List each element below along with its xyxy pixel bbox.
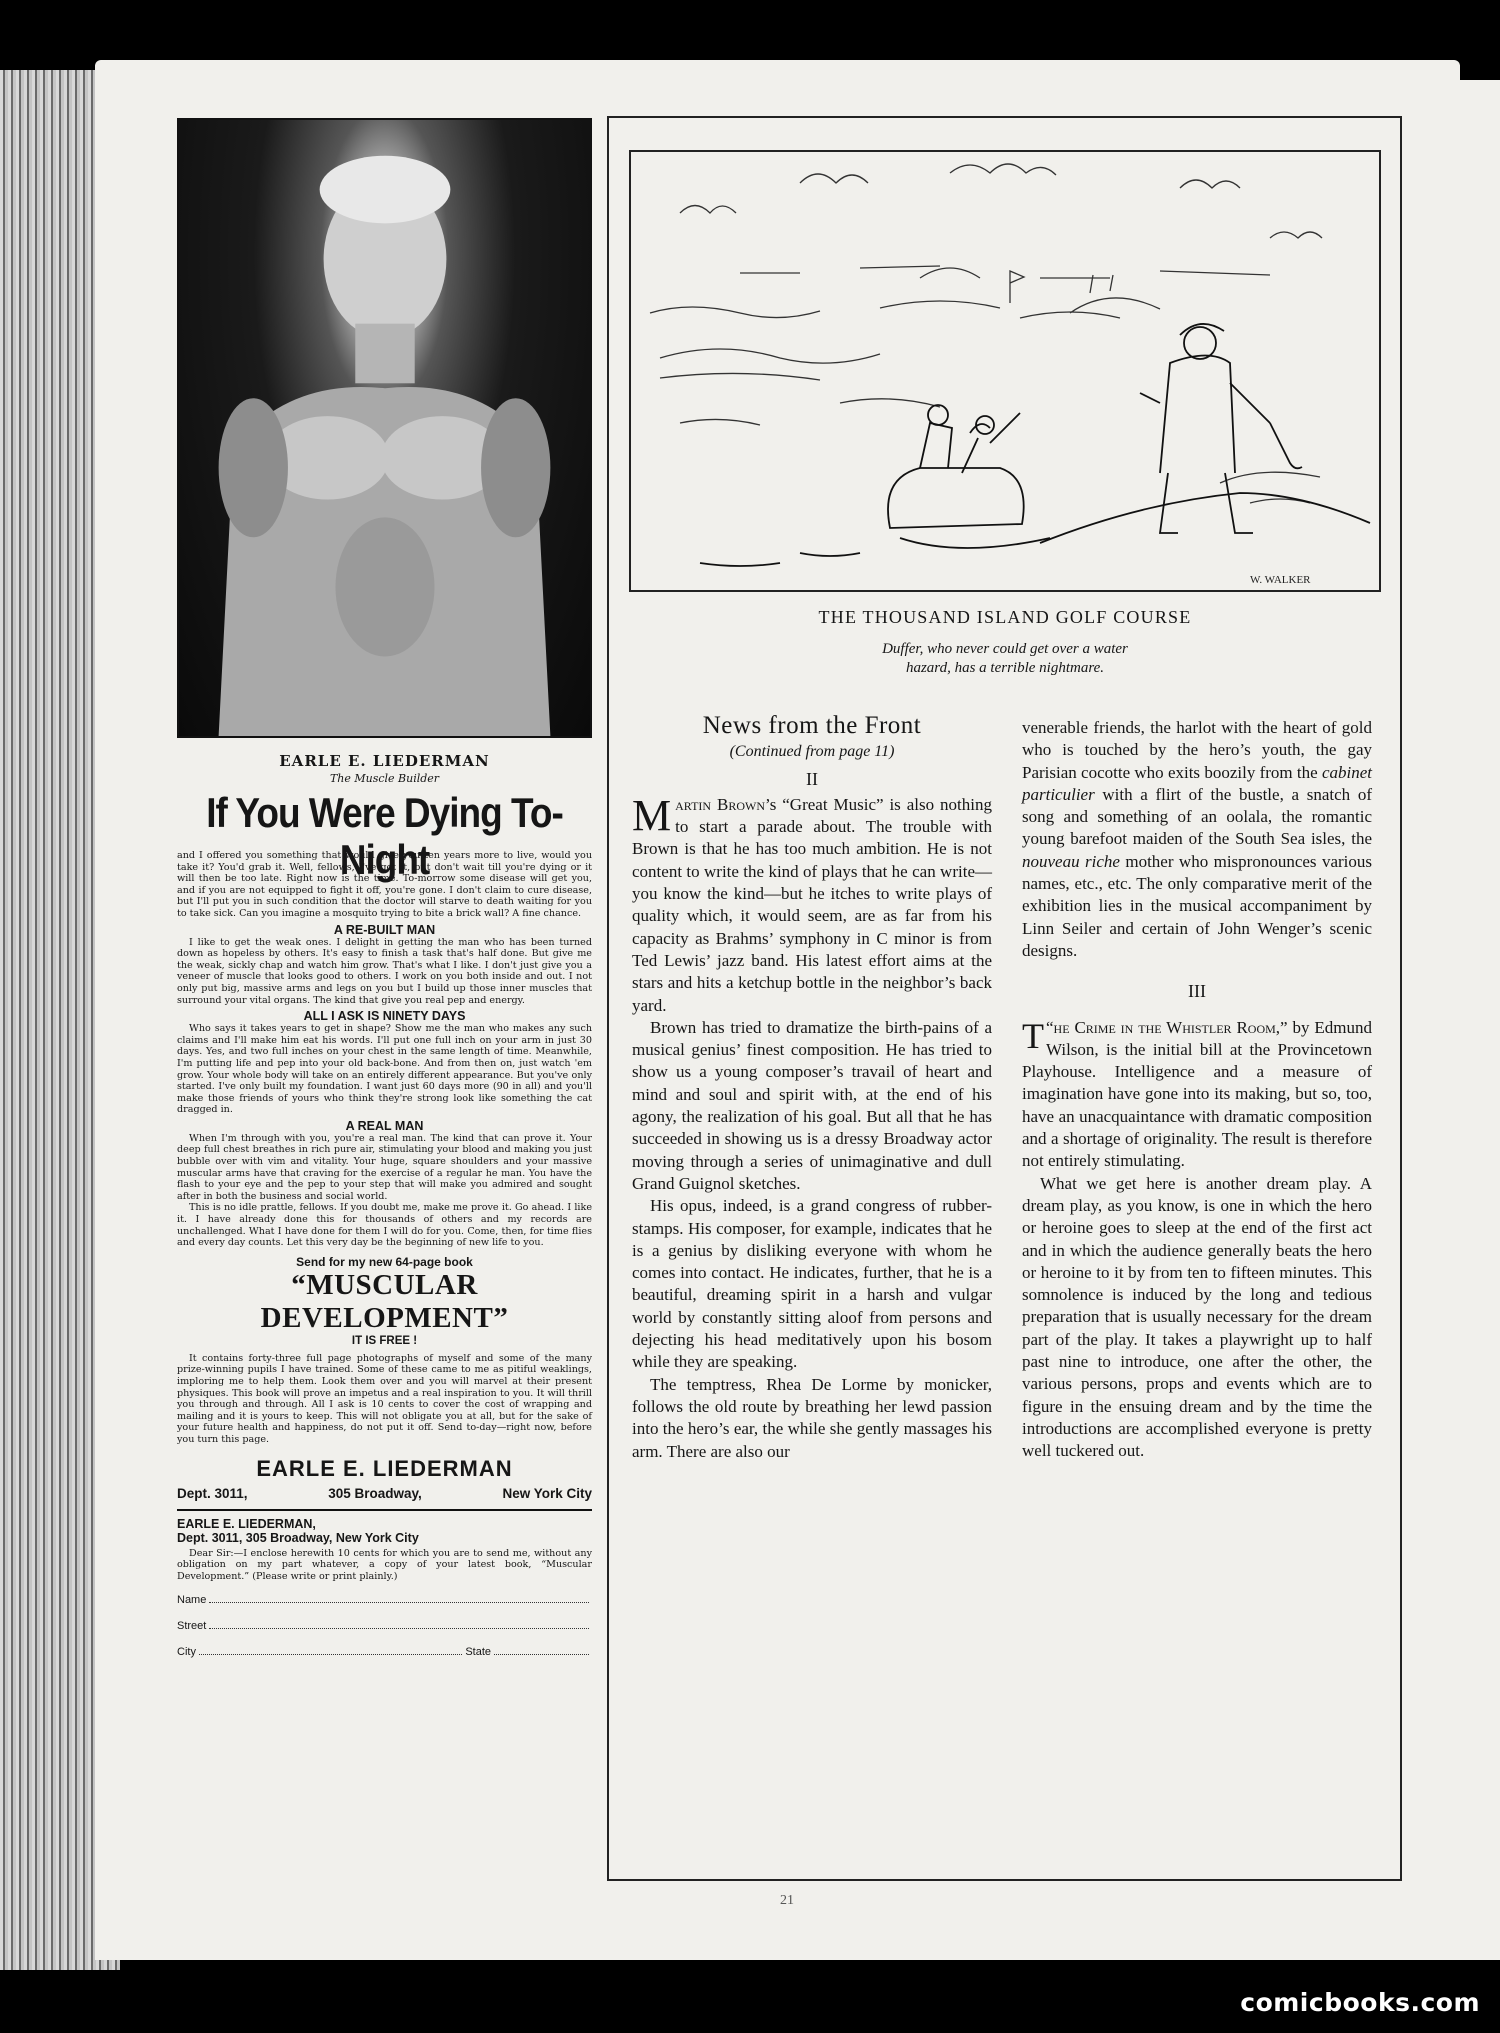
article-paragraph: Brown has tried to dramatize the birth-pains of a musical genius’ finest composition. He has tried to show us a young composer’s travail of heart and mind and soul and spirit with, at the end of his agony, the realization of his goal. But all that he has succeeded in showing us is a dressy Broadway actor moving through a series of unimaginative and dull Grand Guignol sketches. bbox=[632, 1017, 992, 1193]
ad-section-heading: A REAL MAN bbox=[345, 1118, 424, 1133]
advertiser-name: EARLE E. LIEDERMAN bbox=[256, 1455, 513, 1481]
book-title: “MUSCULAR DEVELOPMENT” bbox=[260, 1268, 509, 1334]
photo-caption-name: EARLE E. LIEDERMAN bbox=[279, 752, 490, 770]
coupon-city-field[interactable] bbox=[177, 1646, 592, 1658]
ad-section-heading: A RE-BUILT MAN bbox=[333, 922, 436, 937]
article-title: News from the Front bbox=[702, 712, 922, 739]
ad-section-text: When I'm through with you, you're a real man. The kind that can prove it. Your deep full chest breathes in rich pure air, stimulating your blood and making you just bubble over with vim and vitality. Your huge, square shoulders and your massive muscular arms have that craving for the exercise of a regular he man. You have the flash to your eye and the pep to your step that will make you admired and sought after in both the business and social world. bbox=[177, 1132, 592, 1202]
cartoonist-signature: W. WALKER bbox=[1250, 574, 1311, 586]
page-right-margin bbox=[1452, 80, 1500, 1960]
drop-cap: T bbox=[1022, 1015, 1044, 1056]
name-blank[interactable] bbox=[209, 1602, 589, 1603]
article-column-right bbox=[1022, 717, 1372, 1463]
name-label: Name bbox=[177, 1594, 207, 1607]
coupon-text: Dear Sir:—I enclose herewith 10 cents for which you are to send me, without any obligation on my part whatever, a copy of your latest book, “Muscular Development.” (Please write or print plainly.) bbox=[177, 1547, 592, 1582]
muscle-builder-photo bbox=[177, 118, 592, 738]
article-paragraph: His opus, indeed, is a grand congress of rubber-stamps. His composer, for example, indicates that he is a genius by disliking everyone with whom he comes into contact. He indicates, further, that he is a beautiful, dreaming spirit in a harsh and vulgar world by constantly sitting aloof from persons and dejecting his head meditatively upon his bosom while they are speaking. bbox=[632, 1196, 992, 1372]
coupon-recipient: EARLE E. LIEDERMAN, bbox=[177, 1516, 316, 1531]
drop-cap: M bbox=[632, 790, 672, 840]
coupon-address: Dept. 3011, 305 Broadway, New York City bbox=[177, 1530, 419, 1545]
page-number: 21 bbox=[780, 1893, 794, 1908]
article-paragraph: “ T he Crime in the Whistler Room,” by Edmund Wilson, is the initial bill at the Provincetown Playhouse. Intelligence and a measure of imagination have gone into its making, but so, too, have an unacquaintance with dramatic composition and a shortage of originality. The result is therefore not entirely stimulating. bbox=[1022, 1015, 1373, 1171]
golf-cartoon bbox=[620, 143, 1390, 598]
article-paragraph: Martin Brown’s “Great Music” is also nothing to start a parade about. The trouble with Brown is that he has too much ambition. He is not content to write the kind of plays that he can write—you know the kind—but he itches to write plays of quality which, it would seem, are as far from his capacity as Brahms’ symphony in C minor is from Ted Lewis’ jazz band. His latest effort aims at the stars and hits a ketchup bottle in the neighbor’s back yard. bbox=[632, 790, 992, 1015]
article-paragraph: What we get here is another dream play. A dream play, as you know, is one in which the hero or heroine goes to sleep at the end of the first act and in which the audience generally beats the hero or heroine to it by from ten to fifteen minutes. This somnolence is induced by the long and tedious preparation that is usually necessary for the dream part of the play. It takes a playwright up to half past nine to introduce, one after the other, the various persons, props and events which are to figure in the ensuing dream and by the time the introductions are accomplished everyone is pretty well tuckered out. bbox=[1022, 1173, 1372, 1461]
free-notice: IT IS FREE ! bbox=[351, 1334, 418, 1347]
send-for-book-line: Send for my new 64-page book bbox=[296, 1254, 473, 1269]
golf-cartoon-drawing bbox=[620, 143, 1390, 598]
ad-section-heading: ALL I ASK IS NINETY DAYS bbox=[303, 1009, 466, 1024]
caption-line: Duffer, who never could get over a water bbox=[882, 641, 1128, 657]
ad-headline: If You Were Dying To-Night bbox=[206, 789, 563, 883]
street-blank[interactable] bbox=[209, 1628, 589, 1629]
site-watermark: comicbooks.com bbox=[1240, 1988, 1480, 2017]
article-column-left bbox=[632, 712, 992, 1463]
article-paragraph: venerable friends, the harlot with the heart of gold who is touched by the hero’s youth, the gay Parisian cocotte who exits boozily from the cabinet particulier with a flirt of the bustle, a snatch of song and something of an oolala, the romantic young barefoot maiden of the South Sea isles, the nouveau riche mother who mispronounces various names, etc., etc. The only comparative merit of the exhibition lies in the musical accompaniment by Linn Seiler and certain of John Wenger’s scenic designs. bbox=[1022, 718, 1372, 960]
coupon-name-field[interactable] bbox=[177, 1594, 592, 1606]
photo-caption-subtitle: The Muscle Builder bbox=[329, 772, 440, 785]
ad-section-text: Who says it takes years to get in shape? Show me the man who makes any such claims and I'll make him eat his words. I'll put one full inch on your arm in just 30 days. Yes, and two full inches on your chest in the same length of time. Meanwhile, I'm putting life and pep into your old back-bone. And from then on, just watch 'em grow. Your whole body will take on an entirely different appearance. But you've only started. I've only built my foundation. I want just 60 days more (90 in all) and you'll make those friends of yours who think they're strong look like something the cat dragged in. bbox=[177, 1023, 592, 1116]
city-blank[interactable] bbox=[199, 1654, 462, 1655]
advertiser-address bbox=[177, 1486, 592, 1501]
coupon-street-field[interactable] bbox=[177, 1620, 592, 1632]
bodybuilder-portrait-drawing bbox=[179, 120, 590, 736]
continued-note: (Continued from page 11) bbox=[729, 743, 895, 761]
address-city: New York City bbox=[502, 1485, 592, 1501]
caption-line: hazard, has a terrible nightmare. bbox=[905, 660, 1105, 676]
section-number: III bbox=[1188, 981, 1206, 1002]
coupon-divider bbox=[177, 1509, 592, 1511]
ad-section-text: This is no idle prattle, fellows. If you doubt me, make me prove it. Go ahead. I like it. I have already done this for thousands of others and my records are unchallenged. What I have done for them I will do for you. Come, then, for time flies and every day counts. Let this very day be the beginning of new life to you. bbox=[177, 1202, 592, 1249]
ad-section-text: I like to get the weak ones. I delight in getting the man who has been turned down as hopeless by others. It's easy to finish a task that's half done. But give me the weak, sickly chap and watch him grow. That's what I like. I don't just give you a veneer of muscle that looks good to others. I work on you both inside and out. I not only put big, massive arms and legs on you but I build up those inner muscles that surround your vital organs. The kind that give you real pep and energy. bbox=[177, 936, 592, 1006]
ad-body bbox=[177, 850, 592, 1658]
state-blank[interactable] bbox=[494, 1654, 589, 1655]
book-description: It contains forty-three full page photographs of myself and some of the many prize-winning pupils I have trained. Some of these came to me as pitiful weaklings, imploring me to help them. Look them over and you will marvel at their present physiques. This book will prove an impetus and a real inspiration to you. It will thrill you through and through. All I ask is 10 cents to cover the cost of wrapping and mailing and it is yours to keep. This will not obligate you at all, but for the sake of your future health and happiness, do not put it off. Send to-day—right now, before you turn this page. bbox=[177, 1352, 592, 1445]
address-street: 305 Broadway, bbox=[328, 1485, 422, 1501]
city-label: City bbox=[177, 1646, 196, 1659]
state-label: State bbox=[465, 1646, 491, 1659]
address-dept: Dept. 3011, bbox=[177, 1485, 248, 1501]
cartoon-caption bbox=[620, 640, 1390, 678]
ad-intro: and I offered you something that would give you ten years more to live, would you take it? You'd grab it. Well, fellows, I've got it, but don't wait till you're dying or it will then be too late. Right now is the time. To-morrow some disease will get you, and if you are not equipped to fight it off, you're gone. I don't claim to cure disease, but I'll put you in such condition that the doctor will starve to death waiting for you to take sick. Can you imagine a mosquito trying to bite a brick wall? A fine chance. bbox=[177, 850, 592, 919]
street-label: Street bbox=[177, 1620, 207, 1633]
article-paragraph: The temptress, Rhea De Lorme by monicker, follows the old route by breathing her lewd passion into the hero’s ear, the while she gently massages his arm. There are also our bbox=[632, 1374, 992, 1461]
cartoon-title: THE THOUSAND ISLAND GOLF COURSE bbox=[818, 607, 1192, 627]
section-number: II bbox=[806, 768, 818, 789]
